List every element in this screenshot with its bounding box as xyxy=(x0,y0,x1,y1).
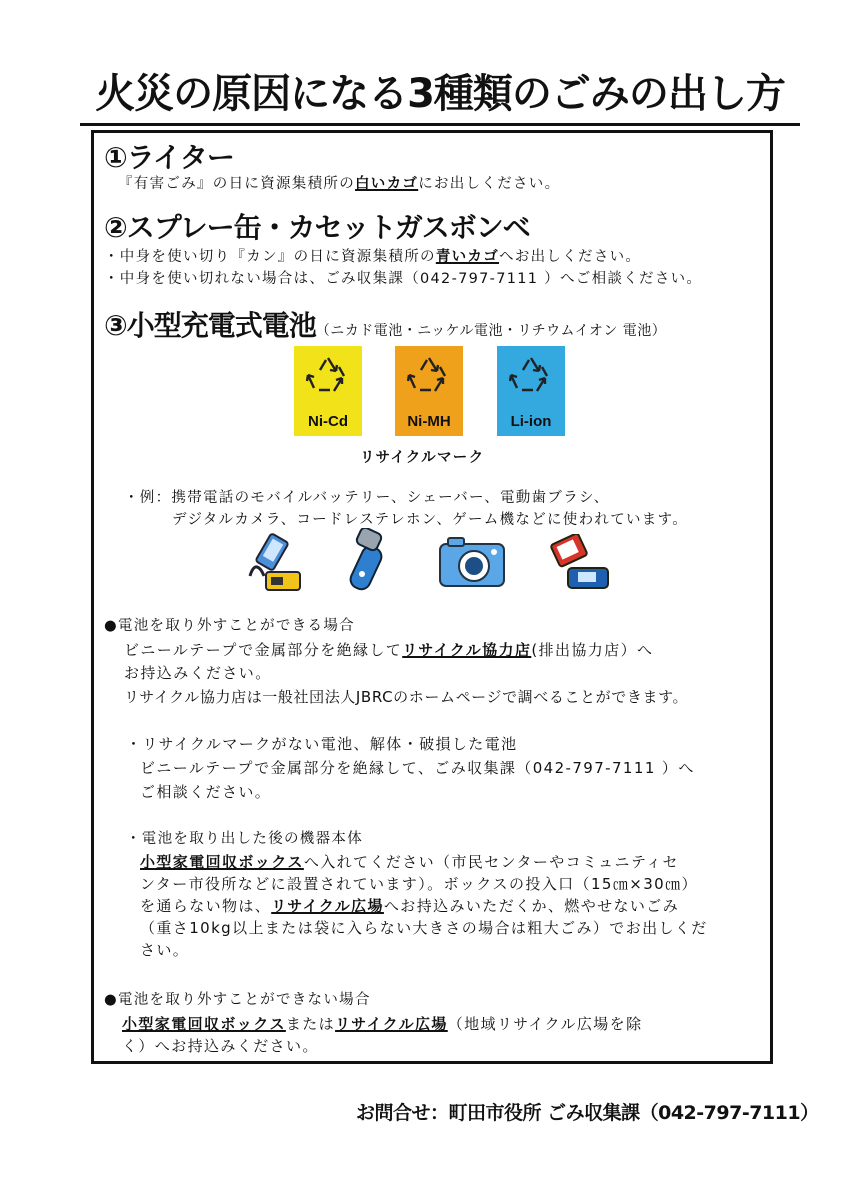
section2-line1-a: ・中身を使い切り『カン』の日に資源集積所の xyxy=(104,249,436,265)
section3-heading-row xyxy=(104,304,666,344)
section2-heading: ②スプレー缶・カセットガスボンベ xyxy=(104,211,530,244)
section1-text-b: にお出しください。 xyxy=(418,176,561,192)
device-body-line2: ンター市役所などに設置されています）。ボックスの投入口（15㎝×30㎝） xyxy=(140,875,698,893)
section2-line2: ・中身を使い切れない場合は、ごみ収集課（042-797-7111 ）へご相談ください。 xyxy=(104,271,703,287)
contact-footer: お問合せ：町田市役所 ごみ収集課（042-797-7111） xyxy=(356,1102,819,1124)
camera-icon xyxy=(436,534,508,590)
blue-basket-text: 青いカゴ xyxy=(435,249,500,265)
device-body-line3-a: を通らない物は、 xyxy=(140,897,272,915)
not-removable-heading: ●電池を取り外すことができない場合 xyxy=(104,992,371,1008)
section3-subheading: （ニカド電池・ニッケル電池・リチウムイオン 電池） xyxy=(315,323,667,339)
example-line1: ・例：携帯電話のモバイルバッテリー、シェーバー、電動歯ブラシ、 xyxy=(124,490,610,506)
not-removable-mid: または xyxy=(285,1015,336,1033)
device-body-line1-b: へ入れてください（市民センターやコミュニティセ xyxy=(303,853,679,871)
recycle-badge-liion xyxy=(497,346,565,436)
removable-line2: お持込みください。 xyxy=(124,664,272,682)
damaged-battery-line1: ビニールテープで金属部分を絶縁して、ごみ収集課（042-797-7111 ）へ xyxy=(140,759,695,777)
recycle-icon xyxy=(407,354,451,394)
recycle-icon xyxy=(509,354,553,394)
section3-heading: ③小型充電式電池 xyxy=(104,309,316,342)
section1-text xyxy=(118,172,560,193)
section1-heading: ①ライター xyxy=(104,141,234,174)
device-body-line3-b: へお持込みいただくか、燃やせないごみ xyxy=(383,897,680,915)
recycle-plaza-text: リサイクル広場 xyxy=(271,897,384,915)
small-appliance-box-text: 小型家電回収ボックス xyxy=(140,853,304,871)
recycle-badge-nimh xyxy=(395,346,463,436)
game-console-icon xyxy=(548,534,614,594)
removable-line1-b: (排出協力店）へ xyxy=(531,641,654,659)
badge-label: Ni-MH xyxy=(407,413,451,430)
shaver-icon xyxy=(340,528,390,594)
not-removable-line1-b: （地域リサイクル広場を除 xyxy=(447,1015,643,1033)
not-removable-line1 xyxy=(122,1013,642,1034)
damaged-battery-line2: ご相談ください。 xyxy=(140,783,272,801)
badge-label: Li-ion xyxy=(510,413,552,430)
not-removable-line2: く）へお持込みください。 xyxy=(122,1037,319,1055)
device-body-line3 xyxy=(140,895,679,916)
page-title: 火災の原因になる3種類のごみの出し方 xyxy=(80,62,800,126)
example-line2: デジタルカメラ、コードレステレホン、ゲーム機などに使われています。 xyxy=(172,512,689,528)
device-body-line5: さい。 xyxy=(140,941,190,959)
recycle-badge-nicd xyxy=(294,346,362,436)
device-body-line4: （重さ10kg以上または袋に入らない大きさの場合は粗大ごみ）でお出しくだ xyxy=(140,919,708,937)
section1-text-a: 『有害ごみ』の日に資源集積所の xyxy=(118,176,355,192)
badge-label: Ni-Cd xyxy=(308,413,348,430)
section2-line1-b: へお出しください。 xyxy=(499,249,642,265)
section2-line1 xyxy=(104,245,641,266)
recycle-shop-text: リサイクル協力店 xyxy=(402,641,532,659)
removable-heading: ●電池を取り外すことができる場合 xyxy=(104,618,355,634)
small-appliance-box-text-2: 小型家電回収ボックス xyxy=(122,1015,286,1033)
recycle-plaza-text-2: リサイクル広場 xyxy=(335,1015,448,1033)
damaged-battery-heading: ・リサイクルマークがない電池、解体・破損した電池 xyxy=(126,735,518,753)
white-basket-text: 白いカゴ xyxy=(355,176,419,192)
removable-line3: リサイクル協力店は一般社団法人JBRCのホームページで調べることができます。 xyxy=(124,688,689,706)
removable-line1 xyxy=(124,639,653,660)
removable-line1-a: ビニールテープで金属部分を絶縁して xyxy=(124,641,403,659)
recycle-mark-caption: リサイクルマーク xyxy=(360,450,485,466)
device-body-heading: ・電池を取り出した後の機器本体 xyxy=(126,831,363,847)
mobile-battery-icon xyxy=(244,532,310,594)
recycle-icon xyxy=(306,354,350,394)
device-body-line1 xyxy=(140,851,679,872)
